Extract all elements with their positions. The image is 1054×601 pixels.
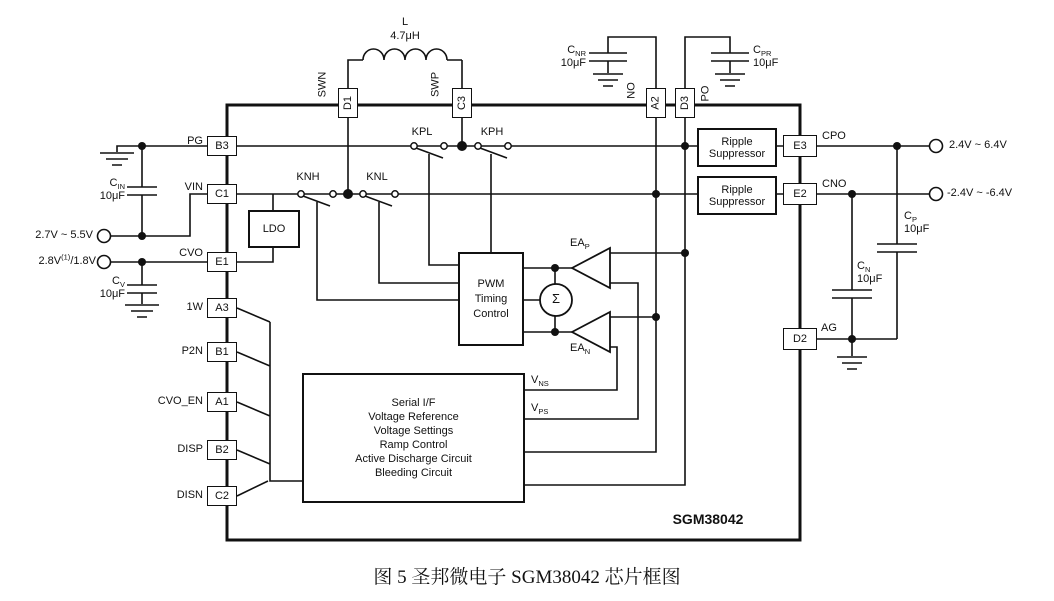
pin-box-no bbox=[646, 88, 666, 118]
v-ps-label: $V_{PS}$ bbox=[531, 402, 549, 417]
pin-box-ag bbox=[783, 328, 817, 350]
pin-id: D2 bbox=[792, 333, 808, 345]
pin-label-1w: 1W bbox=[186, 301, 203, 313]
pin-id: A2 bbox=[650, 96, 662, 110]
pin-label-swp: SWP bbox=[429, 71, 442, 98]
control-logic-block bbox=[302, 373, 525, 503]
pwm-line: Timing bbox=[474, 292, 508, 305]
pin-box-1w bbox=[207, 298, 237, 318]
pin-label-pg: PG bbox=[187, 135, 203, 147]
cvo-voltage-label: $2.8V^{(1)}/1.8V$ bbox=[38, 252, 96, 267]
top-cap-wires bbox=[589, 37, 749, 88]
pin-box-po bbox=[675, 88, 695, 118]
pin-label-cno: CNO bbox=[822, 178, 847, 190]
switch-label-kpl: KPL bbox=[411, 126, 433, 138]
pin-label-cvo-en: CVO_EN bbox=[157, 395, 203, 407]
pin-id: B3 bbox=[215, 140, 229, 152]
positive-output-terminal bbox=[930, 140, 943, 153]
negative-output-terminal bbox=[930, 188, 943, 201]
pin-id: C2 bbox=[214, 490, 230, 502]
pin-box-cno bbox=[783, 183, 817, 205]
power-rails bbox=[237, 146, 697, 194]
pin-box-cpo bbox=[783, 135, 817, 157]
pin-label-vin: VIN bbox=[184, 181, 203, 193]
cap-in-value: 10μF bbox=[99, 190, 125, 202]
pin-box-disn bbox=[207, 486, 237, 506]
cap-nr-name: $C_{NR}$ bbox=[567, 44, 586, 59]
pin-label-ag: AG bbox=[821, 322, 837, 334]
pin-id: A3 bbox=[215, 302, 229, 314]
ea-n-label: $EA_N$ bbox=[570, 342, 591, 357]
pin-id: B2 bbox=[215, 444, 229, 456]
control-line: Voltage Settings bbox=[373, 425, 454, 437]
cap-n-value: 10μF bbox=[857, 273, 883, 285]
cap-v-name: $C_V$ bbox=[112, 275, 125, 290]
pin-id: D3 bbox=[679, 95, 691, 111]
pin-label-cpo: CPO bbox=[822, 130, 846, 142]
inductor-name: L bbox=[401, 16, 409, 28]
pin-id: E1 bbox=[215, 256, 229, 268]
control-line: Bleeding Circuit bbox=[374, 467, 453, 479]
pin-label-cvo: CVO bbox=[179, 247, 203, 259]
ripple-suppressor-bottom-block bbox=[697, 176, 777, 215]
v-ns-label: $V_{NS}$ bbox=[531, 374, 549, 389]
switch-label-knh: KNH bbox=[296, 171, 320, 183]
pin-label-no: NO bbox=[625, 82, 638, 99]
cap-n-name: $C_N$ bbox=[857, 260, 871, 275]
cvo-terminal bbox=[98, 256, 111, 269]
pin-box-pg bbox=[207, 136, 237, 156]
ripple-suppressor-top-block bbox=[697, 128, 777, 167]
chip-name: SGM38042 bbox=[672, 511, 744, 527]
pin-box-swn bbox=[338, 88, 358, 118]
ea-p-amplifier bbox=[572, 248, 610, 288]
pin-id: B1 bbox=[215, 346, 229, 358]
switch-label-kph: KPH bbox=[480, 126, 504, 138]
control-line: Ramp Control bbox=[379, 439, 448, 451]
ldo-label: LDO bbox=[262, 223, 286, 235]
pin-label-p2n: P2N bbox=[181, 345, 203, 357]
sigma-label: Σ bbox=[551, 291, 561, 306]
ripple-line: Suppressor bbox=[708, 195, 766, 208]
cap-v-value: 10μF bbox=[99, 288, 125, 300]
control-line: Active Discharge Circuit bbox=[355, 453, 472, 465]
cap-pr-name: $C_{PR}$ bbox=[753, 44, 772, 59]
pin-box-p2n bbox=[207, 342, 237, 362]
input-range-label: 2.7V ~ 5.5V bbox=[35, 229, 93, 241]
switch-label-knl: KNL bbox=[366, 171, 388, 183]
pin-id: E2 bbox=[793, 188, 807, 200]
inductor-value: 4.7μH bbox=[390, 30, 420, 42]
cap-p-value: 10μF bbox=[904, 223, 930, 235]
cap-pr-value: 10μF bbox=[753, 57, 779, 69]
pin-label-po: PO bbox=[699, 85, 712, 102]
pin-box-cvo bbox=[207, 252, 237, 272]
cap-in-name: $C_{IN}$ bbox=[109, 177, 125, 192]
ripple-line: Ripple bbox=[721, 135, 753, 148]
pin-id: D1 bbox=[342, 95, 354, 111]
inductor-coil bbox=[348, 49, 462, 88]
switch-contacts bbox=[298, 143, 511, 197]
vin-terminal bbox=[98, 230, 111, 243]
pin-box-cvo-en bbox=[207, 392, 237, 412]
figure-caption: 图 5 圣邦微电子 SGM38042 芯片框图 bbox=[373, 567, 681, 588]
config-pin-bus bbox=[237, 308, 302, 496]
pin-label-swn: SWN bbox=[316, 71, 329, 98]
ripple-line: Ripple bbox=[721, 183, 753, 196]
pin-id: C3 bbox=[456, 95, 468, 111]
pin-label-disp: DISP bbox=[177, 443, 203, 455]
positive-output-label: 2.4V ~ 6.4V bbox=[949, 139, 1007, 151]
pin-id: E3 bbox=[793, 140, 807, 152]
pwm-line: PWM bbox=[477, 277, 505, 290]
negative-output-label: -2.4V ~ -6.4V bbox=[947, 187, 1013, 199]
control-line: Voltage Reference bbox=[368, 411, 459, 423]
pwm-line: Control bbox=[473, 307, 509, 320]
control-line: Serial I/F bbox=[391, 397, 436, 409]
pin-label-disn: DISN bbox=[176, 489, 203, 501]
pin-id: C1 bbox=[214, 188, 230, 200]
cap-nr-value: 10μF bbox=[560, 57, 586, 69]
ripple-line: Suppressor bbox=[708, 147, 766, 160]
ldo-block bbox=[248, 210, 300, 248]
ea-p-label: $EA_P$ bbox=[570, 237, 590, 252]
switch-node-stubs bbox=[348, 118, 462, 194]
pin-id: A1 bbox=[215, 396, 229, 408]
cap-p-name: $C_P$ bbox=[904, 210, 917, 225]
pin-box-vin bbox=[207, 184, 237, 204]
pin-box-disp bbox=[207, 440, 237, 460]
pin-box-swp bbox=[452, 88, 472, 118]
pwm-timing-control-block bbox=[458, 252, 524, 346]
